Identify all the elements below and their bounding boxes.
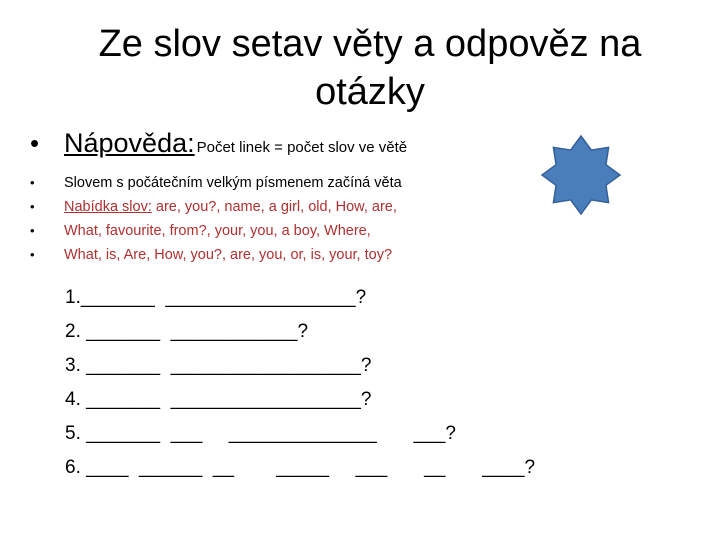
- word-bank-text: are, you?, name, a girl, old, How, are,: [151, 199, 397, 215]
- list-item: [30, 243, 402, 267]
- bullet: •: [30, 128, 40, 158]
- hint-label: Nápověda:: [64, 128, 195, 158]
- exercise-line-3: 3. _______ __________________?: [65, 355, 372, 376]
- bullet: •: [30, 247, 35, 262]
- word-bank-text: What, favourite, from?, your, you, a boy, Where,: [64, 223, 371, 239]
- exercise-line-2: 2. _______ ____________?: [65, 321, 309, 342]
- star-shape: [542, 136, 620, 214]
- exercise-line-5: 5. _______ ___ ______________ ___?: [65, 423, 456, 444]
- list-item: [30, 219, 402, 243]
- exercise-line-4: 4. _______ __________________?: [65, 389, 372, 410]
- list-item: [30, 195, 402, 219]
- exercise-line-6: 6. ____ ______ __ _____ ___ __ ____?: [65, 457, 536, 478]
- sub-bullet-list: [30, 171, 402, 267]
- rule-text: Slovem s počátečním velkým písmenem začíná věta: [64, 175, 402, 191]
- word-bank-text: What, is, Are, How, you?, are, you, or, is, your, toy?: [64, 247, 393, 263]
- bullet: •: [30, 175, 35, 190]
- hint-row: [30, 128, 407, 159]
- list-item: [30, 171, 402, 195]
- bullet: •: [30, 199, 35, 214]
- star-8-point-icon: [540, 134, 622, 216]
- bullet: •: [30, 223, 35, 238]
- word-bank-label: Nabídka slov:: [64, 199, 152, 215]
- exercise-line-1: 1._______ __________________?: [65, 287, 367, 308]
- slide-title: Ze slov setav věty a odpověz na otázky: [98, 23, 642, 113]
- hint-text: Počet linek = počet slov ve větě: [196, 139, 408, 156]
